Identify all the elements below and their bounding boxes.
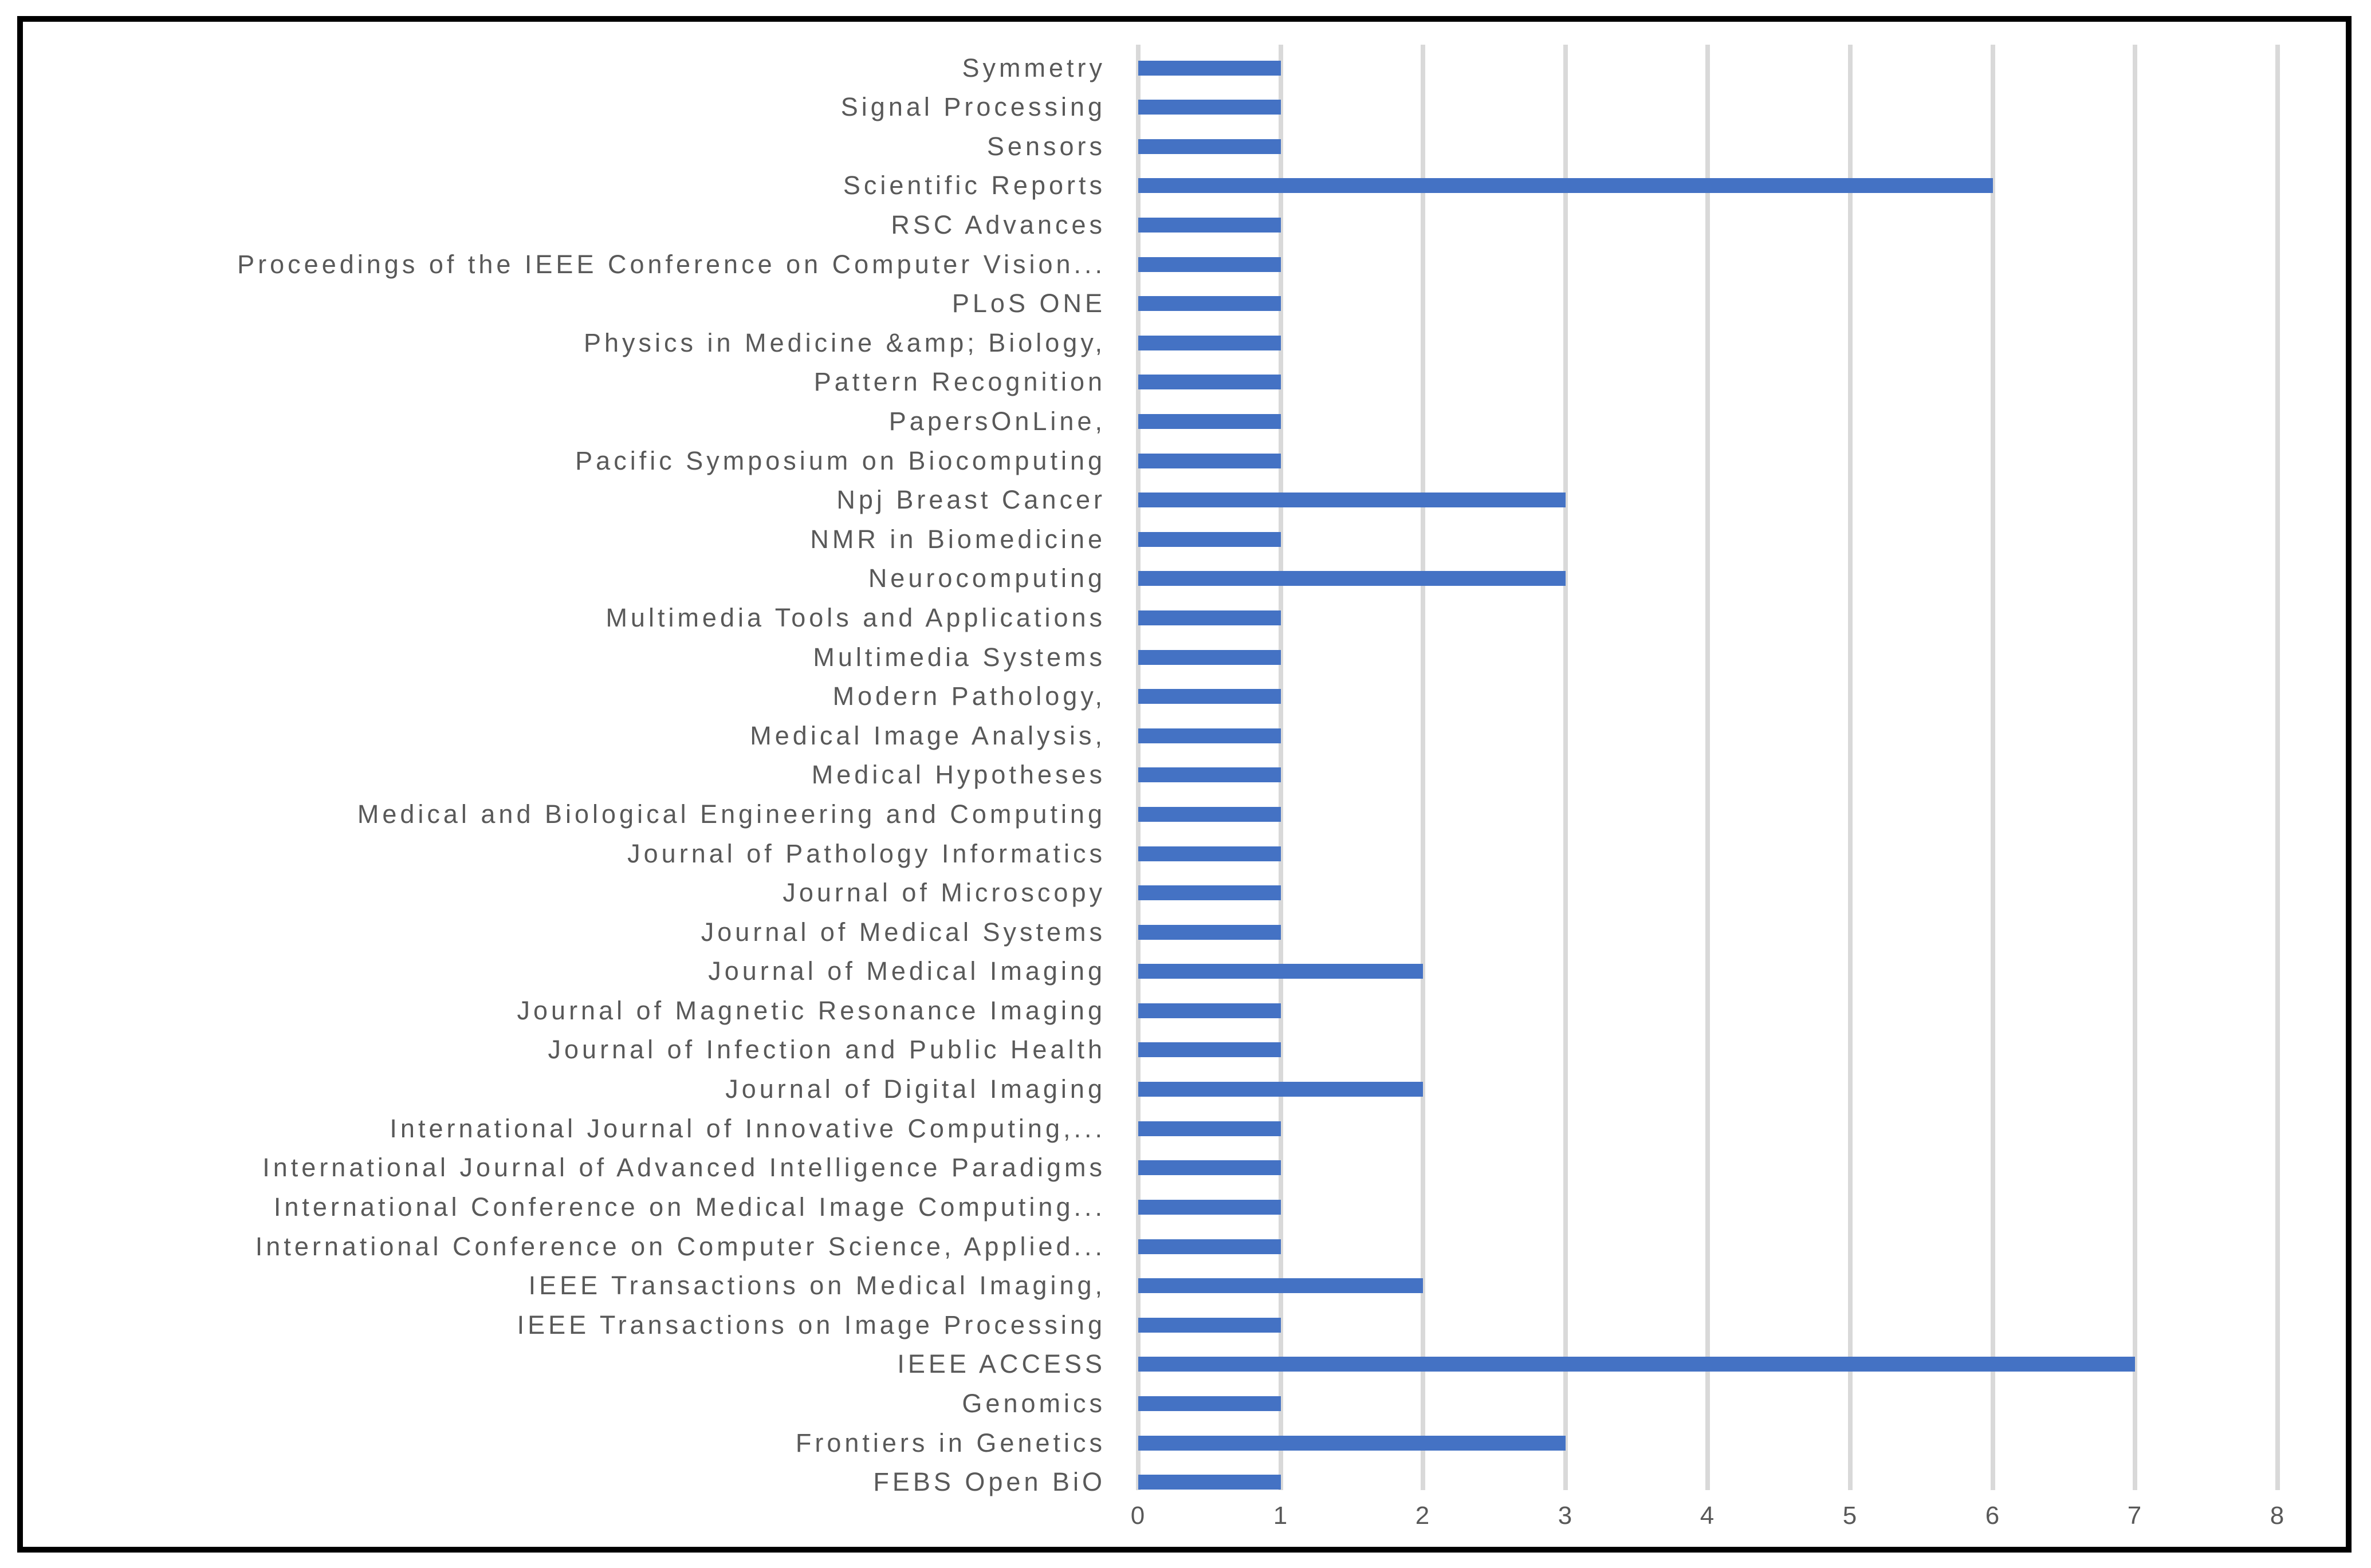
bar [1138,454,1281,468]
gridline-x-8 [2275,45,2280,1490]
category-label: Scientific Reports [843,171,1106,200]
category-label: Pacific Symposium on Biocomputing [575,446,1106,475]
bar [1138,1042,1281,1057]
x-axis-tick-label: 3 [1558,1502,1574,1530]
bar [1138,1160,1281,1175]
category-label: Pattern Recognition [813,367,1106,396]
bar [1138,885,1281,900]
x-axis-tick-label: 6 [1985,1502,2001,1530]
category-label: Journal of Microscopy [783,878,1106,907]
x-axis-tick-label: 8 [2270,1502,2286,1530]
category-label: Neurocomputing [868,564,1106,593]
category-label: Medical Hypotheses [811,760,1106,789]
category-label: International Journal of Advanced Intelligence Paradigms [262,1153,1106,1182]
bar [1138,767,1281,782]
category-label: IEEE ACCESS [897,1349,1106,1378]
category-label: Journal of Infection and Public Health [548,1035,1106,1064]
category-label: Genomics [962,1389,1106,1418]
category-label: Journal of Medical Imaging [708,956,1106,986]
bar [1138,1200,1281,1215]
bar [1138,689,1281,704]
bar [1138,296,1281,311]
bar [1138,650,1281,665]
bar [1138,807,1281,822]
category-label: FEBS Open BiO [873,1467,1106,1496]
category-label: Frontiers in Genetics [795,1428,1106,1457]
bar [1138,1396,1281,1411]
bar [1138,257,1281,272]
category-label: International Journal of Innovative Computing,... [390,1114,1106,1143]
bar [1138,1318,1281,1333]
category-label: RSC Advances [891,210,1106,239]
x-axis-tick-label: 4 [1700,1502,1716,1530]
gridline-x-5 [1848,45,1853,1490]
bar [1138,532,1281,547]
bar [1138,178,1993,193]
bar [1138,1436,1566,1451]
category-label: Journal of Magnetic Resonance Imaging [517,996,1106,1025]
bar [1138,218,1281,233]
bar [1138,964,1423,979]
category-label: Medical Image Analysis, [750,721,1106,750]
category-label: International Conference on Computer Science, Applied... [255,1232,1106,1261]
category-label: Sensors [986,132,1106,161]
gridline-x-6 [1991,45,1995,1490]
bar [1138,414,1281,429]
category-label: Modern Pathology, [832,681,1106,711]
category-label: Physics in Medicine &amp; Biology, [584,328,1106,357]
category-label: IEEE Transactions on Image Processing [517,1310,1106,1340]
category-label: Medical and Biological Engineering and Computing [357,799,1106,829]
category-label: Multimedia Tools and Applications [605,603,1106,632]
category-label: International Conference on Medical Image Computing... [273,1192,1106,1222]
bar [1138,925,1281,940]
x-axis-tick-label: 1 [1273,1502,1289,1530]
bar [1138,846,1281,861]
bar [1138,1239,1281,1254]
x-axis-tick-label: 2 [1415,1502,1431,1530]
bar [1138,1475,1281,1490]
bar [1138,610,1281,625]
category-label: Proceedings of the IEEE Conference on Computer Vision... [237,250,1106,279]
bar [1138,1357,2135,1372]
bar [1138,336,1281,350]
category-label: Signal Processing [840,92,1106,121]
category-label: Journal of Pathology Informatics [627,839,1106,868]
category-label: Multimedia Systems [813,643,1106,672]
category-label: PapersOnLine, [888,407,1106,436]
bar [1138,1278,1423,1293]
category-label: Journal of Digital Imaging [725,1074,1106,1104]
bar [1138,493,1566,507]
bar [1138,375,1281,389]
category-label: IEEE Transactions on Medical Imaging, [528,1271,1106,1300]
bar [1138,61,1281,76]
category-label: Journal of Medical Systems [701,917,1106,947]
category-label: Npj Breast Cancer [836,485,1106,514]
gridline-x-4 [1705,45,1710,1490]
bar [1138,139,1281,154]
category-label: NMR in Biomedicine [810,525,1106,554]
gridline-x-7 [2133,45,2137,1490]
bar [1138,100,1281,115]
x-axis-tick-label: 5 [1842,1502,1858,1530]
bar [1138,728,1281,743]
category-label: PLoS ONE [951,289,1106,318]
bar [1138,1082,1423,1097]
bar [1138,1003,1281,1018]
gridline-x-2 [1421,45,1425,1490]
gridline-x-3 [1563,45,1568,1490]
x-axis-tick-label: 0 [1130,1502,1146,1530]
bar [1138,571,1566,586]
category-label: Symmetry [962,53,1106,82]
bar [1138,1121,1281,1136]
x-axis-tick-label: 7 [2127,1502,2143,1530]
